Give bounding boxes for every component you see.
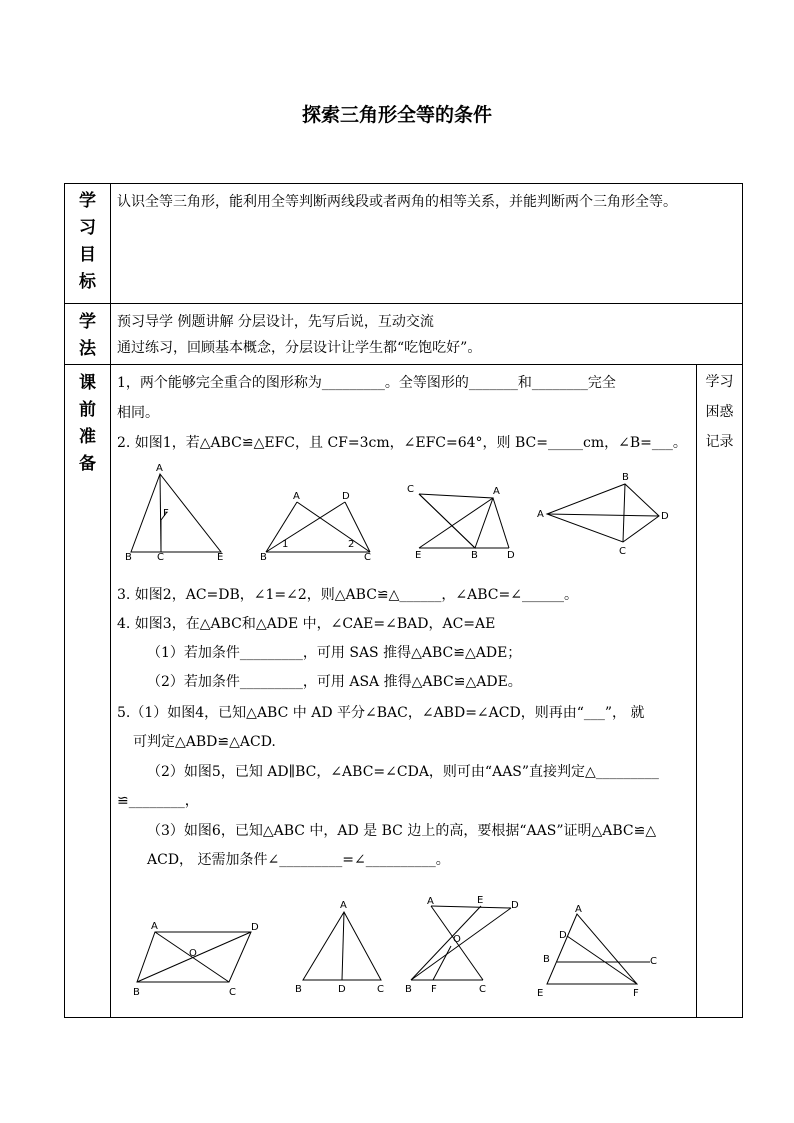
- row-divider: [65, 364, 742, 365]
- svg-text:B: B: [260, 552, 267, 563]
- svg-text:E: E: [415, 550, 422, 561]
- svg-text:C: C: [619, 546, 626, 557]
- svg-text:B: B: [543, 954, 550, 965]
- notes-label: 困惑: [705, 404, 734, 420]
- lesson-table: [64, 183, 743, 1018]
- label-char: 学: [79, 312, 96, 332]
- question-line: 4. 如图3，在△ABC和△ADE 中，∠CAE=∠BAD，AC=AE: [117, 616, 496, 632]
- question-line: 可判定△ABD≌△ACD.: [133, 734, 276, 750]
- question-line: 1，两个能够完全重合的图形称为_________。全等图形的_______和________完全: [117, 375, 616, 391]
- question-line: 2. 如图1，若△ABC≌△EFC，且 CF=3cm，∠EFC=64°，则 BC=_____cm，∠B=___。: [117, 435, 687, 451]
- label-char: 前: [79, 400, 96, 420]
- label-char: 准: [79, 427, 96, 447]
- svg-text:A: A: [537, 509, 544, 520]
- svg-text:B: B: [295, 984, 302, 995]
- svg-text:D: D: [507, 550, 515, 561]
- svg-text:D: D: [511, 900, 519, 911]
- row-divider: [65, 303, 742, 304]
- label-char: 学: [79, 191, 96, 211]
- svg-text:A: A: [293, 491, 300, 502]
- svg-text:A: A: [151, 921, 158, 932]
- svg-text:1: 1: [282, 539, 289, 550]
- svg-text:A: A: [427, 896, 434, 907]
- figure-3: [405, 480, 525, 564]
- column-divider: [696, 364, 697, 1017]
- method-line-2: 通过练习，回顾基本概念，分层设计让学生都“吃饱吃好”。: [117, 340, 482, 356]
- svg-text:B: B: [133, 987, 140, 998]
- svg-text:O: O: [453, 934, 461, 945]
- prep-label: [65, 370, 110, 478]
- notes-label: 记录: [705, 434, 734, 450]
- svg-text:O: O: [189, 948, 197, 959]
- svg-text:A: A: [156, 463, 163, 474]
- question-line: ACD， 还需加条件∠_________=∠__________。: [147, 852, 450, 868]
- svg-text:D: D: [251, 922, 259, 933]
- svg-text:2: 2: [348, 539, 355, 550]
- figure-7-triangle: [537, 904, 667, 998]
- question-line: （2）若加条件_________，可用 ASA 推得△ABC≌△ADE。: [147, 674, 522, 690]
- svg-text:A: A: [575, 904, 582, 915]
- figure-5-triangle: [293, 898, 393, 998]
- question-line: （2）如图5，已知 AD∥BC，∠ABC=∠CDA，则可由“AAS”直接判定△_________: [147, 764, 659, 780]
- svg-text:C: C: [479, 984, 486, 995]
- label-char: 课: [79, 373, 96, 393]
- question-line: 相同。: [117, 405, 159, 421]
- goal-text: 认识全等三角形，能利用全等判断两线段或者两角的相等关系，并能判断两个三角形全等。: [117, 194, 677, 210]
- label-char: 标: [79, 272, 96, 292]
- svg-text:C: C: [157, 552, 164, 563]
- notes-column: [696, 367, 743, 457]
- svg-text:E: E: [217, 552, 224, 563]
- label-char: 法: [79, 339, 96, 359]
- figure-quadrilateral: [537, 472, 677, 564]
- figure-6-hourglass: [403, 894, 533, 998]
- svg-text:B: B: [405, 984, 412, 995]
- label-char: 备: [79, 454, 96, 474]
- svg-text:F: F: [633, 988, 639, 999]
- svg-text:C: C: [364, 552, 371, 563]
- question-line: （3）如图6，已知△ABC 中，AD 是 BC 边上的高，要根据“AAS”证明△ABC≌△: [147, 823, 657, 839]
- svg-text:F: F: [163, 508, 169, 519]
- svg-text:D: D: [559, 930, 567, 941]
- svg-text:C: C: [377, 984, 384, 995]
- method-line-1: 预习导学 例题讲解 分层设计，先写后说，互动交流: [117, 314, 434, 330]
- svg-text:D: D: [338, 984, 346, 995]
- svg-text:A: A: [493, 486, 500, 497]
- question-line: ≌________，: [117, 793, 199, 809]
- label-char: 习: [79, 218, 96, 238]
- question-line: 3. 如图2，AC=DB，∠1=∠2，则△ABC≌△______，∠ABC=∠______。: [117, 587, 578, 603]
- svg-text:B: B: [125, 552, 132, 563]
- svg-text:C: C: [407, 484, 414, 495]
- svg-text:A: A: [340, 900, 347, 911]
- label-char: 目: [79, 245, 96, 265]
- figure-2: [260, 484, 380, 564]
- goal-label: [65, 188, 110, 296]
- svg-text:B: B: [471, 550, 478, 561]
- svg-text:C: C: [229, 987, 236, 998]
- figure-4-parallelogram: [131, 918, 261, 998]
- svg-text:F: F: [431, 984, 437, 995]
- notes-label: 学习: [705, 374, 734, 390]
- svg-text:D: D: [342, 491, 350, 502]
- question-line: 5.（1）如图4，已知△ABC 中 AD 平分∠BAC，∠ABD=∠ACD，则再由“___”， 就: [117, 705, 645, 721]
- svg-text:E: E: [537, 988, 544, 999]
- question-line: （1）若加条件_________，可用 SAS 推得△ABC≌△ADE；: [147, 645, 522, 661]
- page-title: 探索三角形全等的条件: [301, 104, 492, 126]
- svg-text:E: E: [477, 895, 484, 906]
- svg-text:C: C: [650, 956, 657, 967]
- svg-text:B: B: [622, 472, 629, 483]
- column-divider: [110, 184, 111, 1017]
- method-label: [65, 309, 110, 363]
- svg-text:D: D: [661, 511, 669, 522]
- figure-1: [125, 462, 245, 562]
